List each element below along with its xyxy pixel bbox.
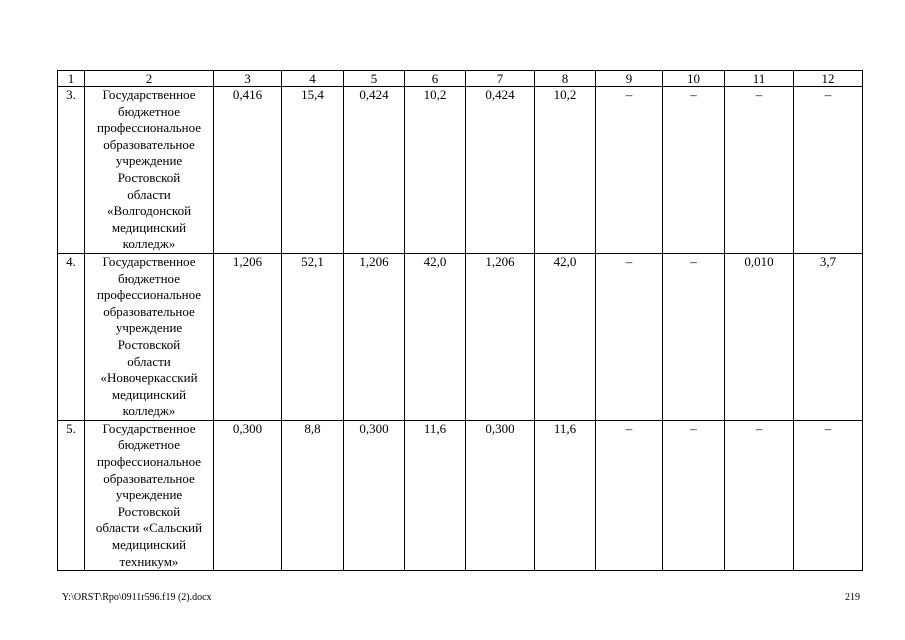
value-cell: –: [794, 420, 863, 570]
value-cell: 1,206: [344, 253, 405, 420]
institution-name-line: бюджетное: [118, 103, 180, 119]
header-cell: 5: [344, 71, 405, 87]
value-cell: –: [663, 420, 725, 570]
row-number: 4.: [58, 253, 85, 420]
institution-name-line: колледж»: [122, 403, 176, 419]
value-cell: –: [596, 420, 663, 570]
institution-name-line: «Новочеркасский: [100, 370, 198, 386]
header-cell: 2: [85, 71, 214, 87]
value-cell: 1,206: [466, 253, 535, 420]
table-header-row: [58, 71, 863, 87]
table-row: [58, 87, 863, 254]
value-cell: –: [725, 87, 794, 254]
value-cell: 52,1: [282, 253, 344, 420]
header-cell: 6: [405, 71, 466, 87]
institution-name-line: профессиональное: [96, 287, 202, 303]
header-cell: 8: [535, 71, 596, 87]
value-cell: 10,2: [535, 87, 596, 254]
institution-name-line: образовательное: [103, 470, 195, 486]
institution-name-line: Ростовской: [117, 336, 181, 352]
header-cell: 12: [794, 71, 863, 87]
institution-name-line: области: [127, 186, 171, 202]
institution-name-line: области «Сальский: [95, 520, 203, 536]
value-cell: –: [663, 87, 725, 254]
institution-name-line: Государственное: [102, 87, 196, 102]
institution-name-line: «Волгодонской: [106, 203, 192, 219]
table-body: [58, 71, 863, 571]
value-cell: 0,300: [344, 420, 405, 570]
institution-name-line: медицинский: [111, 219, 187, 235]
institution-name-line: медицинский: [111, 386, 187, 402]
institution-name-line: учреждение: [115, 153, 183, 169]
institution-name-line: учреждение: [115, 320, 183, 336]
value-cell: –: [596, 253, 663, 420]
institution-name-line: техникум»: [119, 553, 179, 569]
header-cell: 9: [596, 71, 663, 87]
institution-name-line: области: [127, 353, 171, 369]
header-cell: 7: [466, 71, 535, 87]
institution-name-line: Государственное: [102, 253, 196, 269]
header-cell: 4: [282, 71, 344, 87]
institution-name: [85, 87, 214, 254]
value-cell: 0,416: [214, 87, 282, 254]
data-table: [57, 70, 863, 571]
institution-name: [85, 253, 214, 420]
value-cell: 8,8: [282, 420, 344, 570]
row-number: 5.: [58, 420, 85, 570]
institution-name-line: профессиональное: [96, 120, 202, 136]
value-cell: 1,206: [214, 253, 282, 420]
value-cell: 11,6: [535, 420, 596, 570]
value-cell: 0,424: [344, 87, 405, 254]
institution-name-line: медицинский: [111, 537, 187, 553]
institution-name-line: колледж»: [122, 236, 176, 252]
value-cell: 15,4: [282, 87, 344, 254]
value-cell: 10,2: [405, 87, 466, 254]
institution-name-line: профессиональное: [96, 454, 202, 470]
value-cell: 0,010: [725, 253, 794, 420]
institution-name-line: бюджетное: [118, 270, 180, 286]
header-cell: 11: [725, 71, 794, 87]
value-cell: 0,300: [214, 420, 282, 570]
value-cell: –: [596, 87, 663, 254]
institution-name-line: бюджетное: [118, 437, 180, 453]
value-cell: 3,7: [794, 253, 863, 420]
value-cell: 42,0: [405, 253, 466, 420]
institution-name-line: учреждение: [115, 487, 183, 503]
value-cell: –: [725, 420, 794, 570]
value-cell: –: [794, 87, 863, 254]
institution-name-line: образовательное: [103, 303, 195, 319]
footer-page-number: 219: [845, 592, 860, 603]
value-cell: 0,424: [466, 87, 535, 254]
row-number: 3.: [58, 87, 85, 254]
footer-file-path: Y:\ORST\Rpo\0911r596.f19 (2).docx: [62, 592, 212, 603]
institution-name-line: Государственное: [102, 420, 196, 436]
header-cell: 1: [58, 71, 85, 87]
value-cell: 0,300: [466, 420, 535, 570]
value-cell: 42,0: [535, 253, 596, 420]
table-row: [58, 253, 863, 420]
institution-name: [85, 420, 214, 570]
value-cell: –: [663, 253, 725, 420]
institution-name-line: Ростовской: [117, 169, 181, 185]
table-row: [58, 420, 863, 570]
institution-name-line: Ростовской: [117, 503, 181, 519]
header-cell: 3: [214, 71, 282, 87]
header-cell: 10: [663, 71, 725, 87]
institution-name-line: образовательное: [103, 136, 195, 152]
value-cell: 11,6: [405, 420, 466, 570]
